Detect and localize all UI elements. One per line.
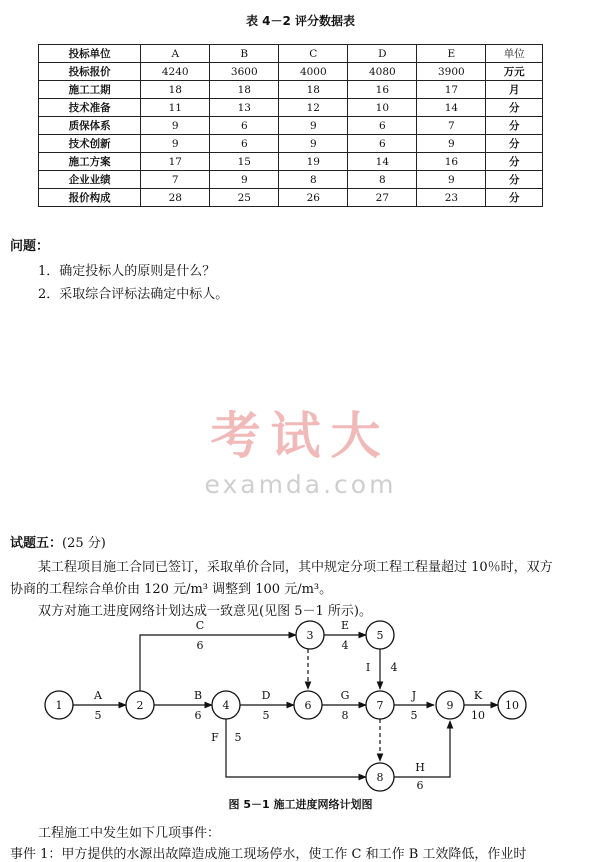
row-label: 报价构成 — [39, 189, 141, 207]
table-cell: 28 — [141, 189, 210, 207]
activity-name: E — [340, 619, 350, 632]
table-cell: 13 — [210, 99, 279, 117]
watermark-logo: 考试大 — [210, 407, 391, 465]
paragraph-line: 协商的工程综合单价由 120 元/m³ 调整到 100 元/m³。 — [10, 582, 333, 597]
activity-duration: 5 — [234, 731, 242, 744]
header-cell: D — [348, 45, 417, 63]
activity-name: J — [411, 689, 417, 702]
activity-duration: 5 — [94, 709, 102, 722]
paragraph-line: 某工程项目施工合同已签订，采取单价合同，其中规定分项工程工程量超过 10％时，双方 — [38, 560, 553, 575]
activity-duration: 5 — [410, 709, 418, 722]
network-diagram — [0, 605, 601, 795]
activity-name: C — [195, 619, 205, 632]
row-label: 施工工期 — [39, 81, 141, 99]
activity-duration: 6 — [416, 779, 424, 792]
table-cell: 9 — [417, 171, 486, 189]
table-cell: 4000 — [279, 63, 348, 81]
table-cell: 9 — [210, 171, 279, 189]
table-cell: 27 — [348, 189, 417, 207]
table-cell: 6 — [348, 135, 417, 153]
activity-name: A — [94, 689, 102, 702]
node-label: 6 — [304, 699, 312, 712]
activity-name: D — [261, 689, 271, 702]
activity-duration: 6 — [196, 639, 204, 652]
activity-name: B — [193, 689, 203, 702]
table-row — [39, 63, 543, 81]
table-header-row — [39, 45, 543, 63]
table-cell: 19 — [279, 153, 348, 171]
table-cell: 14 — [417, 99, 486, 117]
header-cell: B — [210, 45, 279, 63]
table-cell: 26 — [279, 189, 348, 207]
table-row — [39, 189, 543, 207]
section-heading — [10, 532, 106, 551]
question-item: 2．采取综合评标法确定中标人。 — [38, 287, 229, 302]
table-cell: 10 — [348, 99, 417, 117]
unit-cell: 分 — [486, 117, 543, 135]
activity-duration: 10 — [471, 709, 485, 722]
activity-duration: 6 — [194, 709, 202, 722]
node-label: 9 — [446, 699, 454, 712]
unit-cell: 万元 — [486, 63, 543, 81]
activity-name: G — [340, 689, 350, 702]
table-cell: 15 — [210, 153, 279, 171]
table-cell: 9 — [279, 117, 348, 135]
table-cell: 9 — [141, 117, 210, 135]
activity-name: F — [211, 731, 219, 744]
paragraph-line: 双方对施工进度网络计划达成一致意见(见图 5－1 所示)。 — [38, 604, 372, 619]
node-label: 1 — [55, 699, 63, 712]
table-cell: 3600 — [210, 63, 279, 81]
table-row — [39, 99, 543, 117]
watermark-url: examda.com — [204, 470, 397, 499]
activity-name: H — [415, 761, 425, 774]
table-cell: 18 — [210, 81, 279, 99]
table-cell: 23 — [417, 189, 486, 207]
activity-duration: 8 — [341, 709, 349, 722]
section-score: (25 分) — [62, 536, 106, 551]
table-cell: 3900 — [417, 63, 486, 81]
row-label: 企业业绩 — [39, 171, 141, 189]
unit-cell: 月 — [486, 81, 543, 99]
table-cell: 25 — [210, 189, 279, 207]
node-label: 10 — [505, 699, 519, 712]
table-cell: 7 — [141, 171, 210, 189]
table-row — [39, 153, 543, 171]
table-cell: 16 — [348, 81, 417, 99]
table-row — [39, 171, 543, 189]
node-label: 8 — [376, 771, 384, 784]
table-cell: 16 — [417, 153, 486, 171]
activity-arrow-f — [226, 719, 366, 777]
table-cell: 12 — [279, 99, 348, 117]
table-cell: 7 — [417, 117, 486, 135]
score-data-table — [38, 44, 543, 207]
table-cell: 8 — [279, 171, 348, 189]
table-cell: 17 — [417, 81, 486, 99]
table-cell: 6 — [210, 117, 279, 135]
unit-cell: 分 — [486, 171, 543, 189]
table-cell: 11 — [141, 99, 210, 117]
event-1-text: 事件 1：甲方提供的水源出故障造成施工现场停水，使工作 C 和工作 B 工效降低，作业时 — [10, 847, 527, 862]
table-row — [39, 117, 543, 135]
events-intro: 工程施工中发生如下几项事件： — [38, 826, 221, 841]
row-label: 技术准备 — [39, 99, 141, 117]
node-label: 3 — [306, 629, 314, 642]
table-row — [39, 81, 543, 99]
header-cell: E — [417, 45, 486, 63]
figure-caption: 图 5－1 施工进度网络计划图 — [228, 798, 373, 811]
activity-arrow-c — [140, 635, 296, 691]
table-cell: 18 — [141, 81, 210, 99]
activity-name: I — [365, 661, 371, 674]
unit-cell: 分 — [486, 189, 543, 207]
table-cell: 9 — [141, 135, 210, 153]
table-cell: 6 — [348, 117, 417, 135]
table-cell: 9 — [417, 135, 486, 153]
unit-cell: 分 — [486, 99, 543, 117]
header-cell: C — [279, 45, 348, 63]
row-label: 投标报价 — [39, 63, 141, 81]
questions-label: 问题： — [10, 239, 50, 254]
table-cell: 8 — [348, 171, 417, 189]
row-label: 施工方案 — [39, 153, 141, 171]
table-cell: 4240 — [141, 63, 210, 81]
activity-duration: 5 — [262, 709, 270, 722]
section-title: 试题五： — [10, 536, 63, 551]
node-label: 4 — [222, 699, 230, 712]
header-cell: 单位 — [486, 45, 543, 63]
row-label: 技术创新 — [39, 135, 141, 153]
activity-duration: 4 — [341, 639, 349, 652]
activity-duration: 4 — [390, 661, 398, 674]
table-title: 表 4－2 评分数据表 — [245, 14, 356, 28]
node-label: 7 — [376, 699, 384, 712]
table-cell: 6 — [210, 135, 279, 153]
table-cell: 17 — [141, 153, 210, 171]
node-label: 2 — [136, 699, 144, 712]
table-row — [39, 135, 543, 153]
node-label: 5 — [376, 629, 384, 642]
unit-cell: 分 — [486, 135, 543, 153]
table-cell: 9 — [279, 135, 348, 153]
unit-cell: 分 — [486, 153, 543, 171]
row-label: 质保体系 — [39, 117, 141, 135]
activity-name: K — [473, 689, 483, 702]
table-cell: 18 — [279, 81, 348, 99]
header-cell: A — [141, 45, 210, 63]
header-cell: 投标单位 — [39, 45, 141, 63]
question-item: 1．确定投标人的原则是什么？ — [38, 264, 216, 279]
table-cell: 14 — [348, 153, 417, 171]
table-cell: 4080 — [348, 63, 417, 81]
